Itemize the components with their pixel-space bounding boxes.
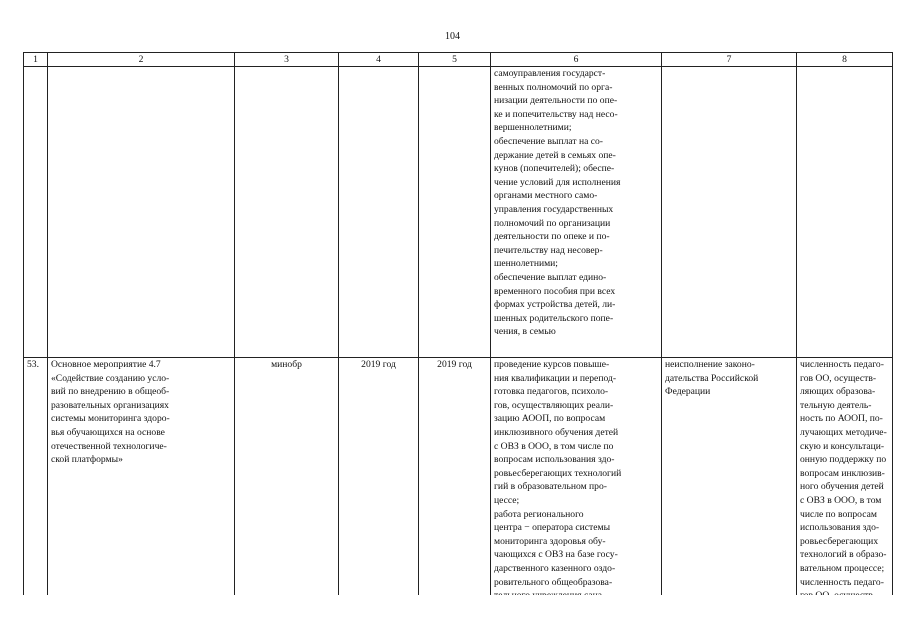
page-number: 104 — [445, 31, 460, 42]
table-row — [24, 358, 893, 609]
continued-row — [24, 67, 893, 358]
column-number: 1 — [24, 53, 48, 67]
table-cell — [48, 67, 235, 358]
column-number: 5 — [419, 53, 491, 67]
indicators-cell: численность педаго- гов ОО, осуществ- ляющих образова- тельную деятель- ность по АООП, по- лучающих методиче- скую и консультаци- онную поддержку по вопросам инклюзив- ного обучения детей с ОВЗ в ООО, в том числе по вопросам использования здо- ровьесберегающих технологий в образо- вательном процессе; численность педаго- — [797, 358, 893, 609]
results-cell: проведение курсов повыше- ния квалификации и перепод- готовка педагогов, психоло- гов, осуществляющих реали- зацию АООП, по вопросам инклюзивного обучения детей с ОВЗ в ООО, в том числе по вопросам использования здо- ровьесберегающих технологий гий в образовательном про- цессе; работа регионального центра − оператора системы мониторинга здоровья обу- чающихся с ОВЗ на базе госу- дарственного казенного оздо- ровительного общеобразова- — [491, 358, 662, 609]
table-cell — [662, 67, 797, 358]
end-date-cell: 2019 год — [419, 358, 491, 609]
executor-cell: минобр — [235, 358, 339, 609]
column-number: 2 — [48, 53, 235, 67]
column-number: 7 — [662, 53, 797, 67]
consequences-cell: неисполнение законо- дательства Российской Федерации — [662, 358, 797, 609]
column-number: 6 — [491, 53, 662, 67]
table-cell — [235, 67, 339, 358]
column-number: 3 — [235, 53, 339, 67]
start-date-cell: 2019 год — [339, 358, 419, 609]
table-cell — [797, 67, 893, 358]
results-cell: самоуправления государст- венных полномочий по орга- низации деятельности по опе- ке и попечительству над несо- вершеннолетними; обеспечение выплат на со- держание детей в семьях опе- кунов (попечителей); обеспе- чение условий для исполнения органами местного само- управления государственных полномочий по организации деятельности по опеке и по- печительству над несовер- шеннолетними; обеспечение выплат едино- временного пособия при всех формах устройства детей, ли- шенных родительского попе- чения, в семью — [491, 67, 662, 358]
measure-name-cell: Основное мероприятие 4.7 «Содействие созданию усло- вий по внедрению в общеоб- разовательных организациях системы мониторинга здоро- вья обучающихся на основе отечественной технологиче- ской платформы» — [48, 358, 235, 609]
table-cell — [419, 67, 491, 358]
column-number: 8 — [797, 53, 893, 67]
measures-table — [23, 52, 893, 609]
column-number: 4 — [339, 53, 419, 67]
column-number-row — [24, 53, 893, 67]
page-bottom-margin — [0, 595, 905, 640]
row-number: 53. — [24, 358, 48, 609]
table-cell — [339, 67, 419, 358]
table-cell — [24, 67, 48, 358]
